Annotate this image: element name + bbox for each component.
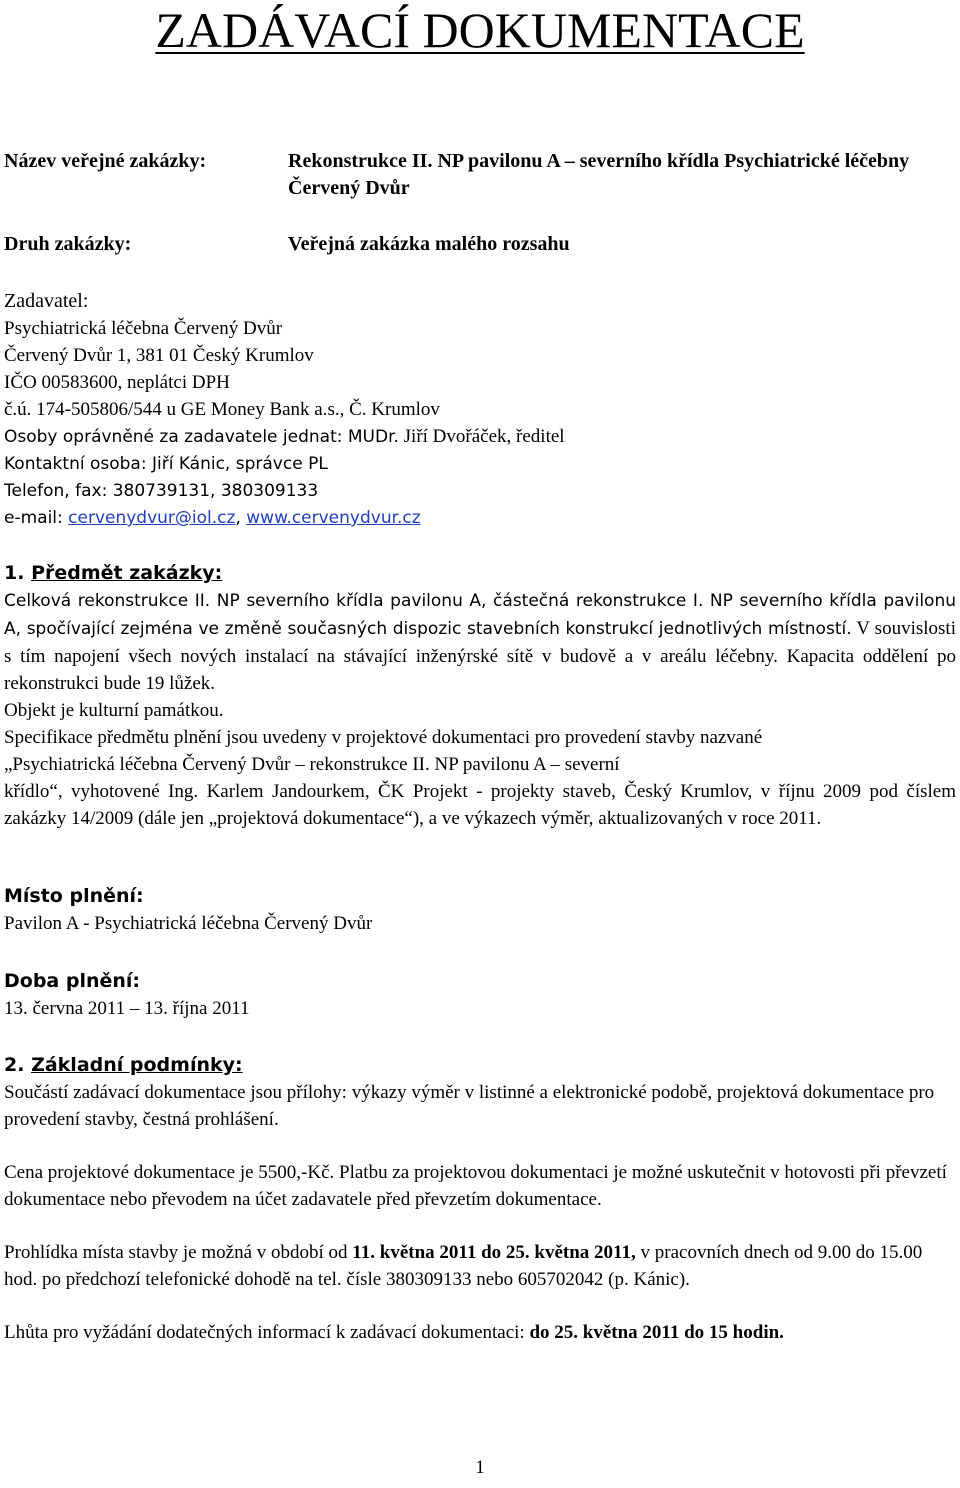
contract-name-value: Rekonstrukce II. NP pavilonu A – severního křídla Psychiatrické léčebny Červený Dvůr [288,150,910,199]
authorized-persons-name: Jiří Dvořáček, ředitel [403,426,565,447]
specification-line-2: „Psychiatrická léčebna Červený Dvůr – rekonstrukce II. NP pavilonu A – severní [4,754,620,775]
period-value: 13. června 2011 – 13. října 2011 [4,998,250,1019]
site-visit-paragraph [4,1239,956,1293]
spacer [4,1213,956,1239]
period-heading: Doba plnění: [4,970,141,992]
website-link[interactable]: www.cervenydvur.cz [246,508,421,528]
authority-bank-account: č.ú. 174-505806/544 u GE Money Bank a.s., Č. Krumlov [4,399,440,420]
section-1-title: Předmět zakázky: [31,562,223,584]
attachments-paragraph: Součástí zadávací dokumentace jsou přílohy: výkazy výměr v listinné a elektronické podobě, projektová dokumentace pro provedení stavby, čestná prohlášení. [4,1082,935,1130]
document-title: ZADÁVACÍ DOKUMENTACE [155,2,805,58]
phone-fax: Telefon, fax: 380739131, 380309133 [4,481,319,501]
spacer [4,1293,956,1319]
site-visit-intro: Prohlídka místa stavby je možná v období od [4,1242,348,1263]
authority-address: Červený Dvůr 1, 381 01 Český Krumlov [4,345,314,366]
contact-person: Kontaktní osoba: Jiří Kánic, správce PL [4,454,328,474]
section-2-number: 2. [4,1054,25,1076]
email-label: e-mail: [4,508,63,528]
section-1-heading [4,560,956,587]
specification-rest: křídlo“, vyhotovené Ing. Karlem Jandourkem, ČK Projekt - projekty staveb, Český Krumlov, v říjnu 2009 pod číslem zakázky 14/2009 (dále jen „projektová dokumentace“), a ve výkazech výměr, aktualizovaných v roce 2011. [4,781,956,829]
email-line [4,505,956,532]
authorized-persons-prefix: Osoby oprávněné za zadavatele jednat: MUDr. [4,427,399,447]
subject-description-serif: V souvislosti s tím napojení všech nových instalací na stávající inženýrské sítě v budově a v areálu léčebny. Kapacita oddělení po rekonstrukci bude 19 lůžek. [4,618,956,694]
authority-name: Psychiatrická léčebna Červený Dvůr [4,318,283,339]
email-separator: , [235,508,241,528]
email-link[interactable]: cervenydvur@iol.cz [68,508,236,528]
site-visit-details: v pracovních dnech od 9.00 do 15.00 hod. po předchozí telefonické dohodě na tel. čísle 380309133 nebo 605702042 (p. Kánic). [4,1242,923,1290]
heritage-note: Objekt je kulturní památkou. [4,700,224,721]
place-heading: Místo plnění: [4,885,144,907]
contract-type-value: Veřejná zakázka malého rozsahu [288,233,570,255]
section-1-number: 1. [4,562,25,584]
deadline-paragraph [4,1319,956,1346]
deadline-date: do 25. května 2011 do 15 hodin. [529,1322,784,1343]
place-of-performance [4,883,956,937]
section-basic-conditions [4,1052,956,1346]
authorized-persons [4,423,956,451]
section-subject [4,560,956,832]
performance-period [4,968,956,1022]
contract-name-label: Název veřejné zakázky: [4,150,207,172]
deadline-intro: Lhůta pro vyžádání dodatečných informací k zadávací dokumentaci: [4,1322,525,1343]
contract-type-label: Druh zakázky: [4,233,132,255]
contracting-authority-block [4,288,956,532]
subject-description-sans: Celková rekonstrukce II. NP severního křídla pavilonu A, částečná rekonstrukce I. NP severního křídla pavilonu A, spočívající zejména ve změně současných dispozic stavebních konstrukcí jednotlivých místností. [4,591,956,639]
page-number: 1 [475,1457,485,1478]
section-2-heading [4,1052,956,1079]
specification-line-1: Specifikace předmětu plnění jsou uvedeny v projektové dokumentaci pro provedení stavby nazvané [4,727,763,748]
section-2-title: Základní podmínky: [31,1054,243,1076]
site-visit-dates: 11. května 2011 do 25. května 2011, [352,1242,636,1263]
contracting-authority-heading: Zadavatel: [4,290,89,312]
subject-paragraph-1 [4,587,956,697]
place-value: Pavilon A - Psychiatrická léčebna Červený Dvůr [4,913,373,934]
documentation-price-paragraph: Cena projektové dokumentace je 5500,-Kč. Platbu za projektovou dokumentaci je možné uskutečnit v hotovosti při převzetí dokumentace nebo převodem na účet zadavatele před převzetím dokumentace. [4,1162,947,1210]
spacer [4,1133,956,1159]
authority-ico: IČO 00583600, neplátci DPH [4,372,230,393]
